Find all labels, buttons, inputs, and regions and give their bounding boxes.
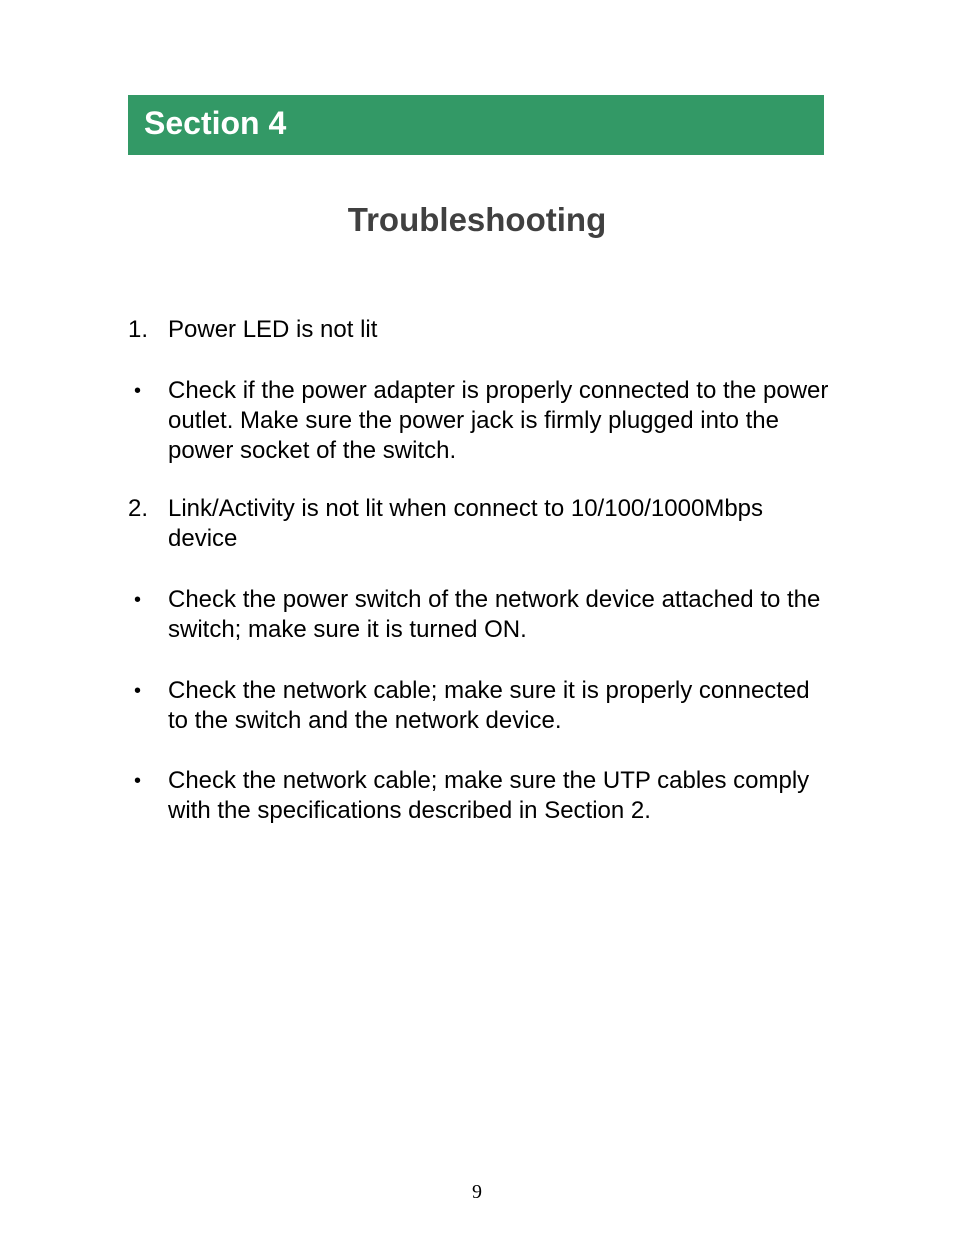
section-label: Section 4 <box>144 105 287 141</box>
bullet-icon: • <box>134 589 142 611</box>
item-number: 2. <box>128 495 149 522</box>
page-number: 9 <box>472 1181 482 1203</box>
item-text: Check if the power adapter is properly connected to the power outlet. Make sure the power jack is firmly plugged into the power socket of the switch. <box>168 377 829 464</box>
item-text: Power LED is not lit <box>168 316 378 343</box>
item-number: 1. <box>128 316 149 343</box>
item-text: Check the power switch of the network device attached to the switch; make sure it is turned ON. <box>168 586 821 643</box>
bullet-icon: • <box>134 680 142 702</box>
item-text: Check the network cable; make sure the UTP cables comply with the specifications described in Section 2. <box>168 767 810 824</box>
page-title: Troubleshooting <box>347 201 607 238</box>
item-text: Check the network cable; make sure it is properly connected to the switch and the network device. <box>168 677 810 734</box>
bullet-icon: • <box>134 770 142 792</box>
item-text: Link/Activity is not lit when connect to 10/100/1000Mbps device <box>168 495 764 552</box>
bullet-icon: • <box>134 380 142 402</box>
section-banner <box>128 95 824 155</box>
